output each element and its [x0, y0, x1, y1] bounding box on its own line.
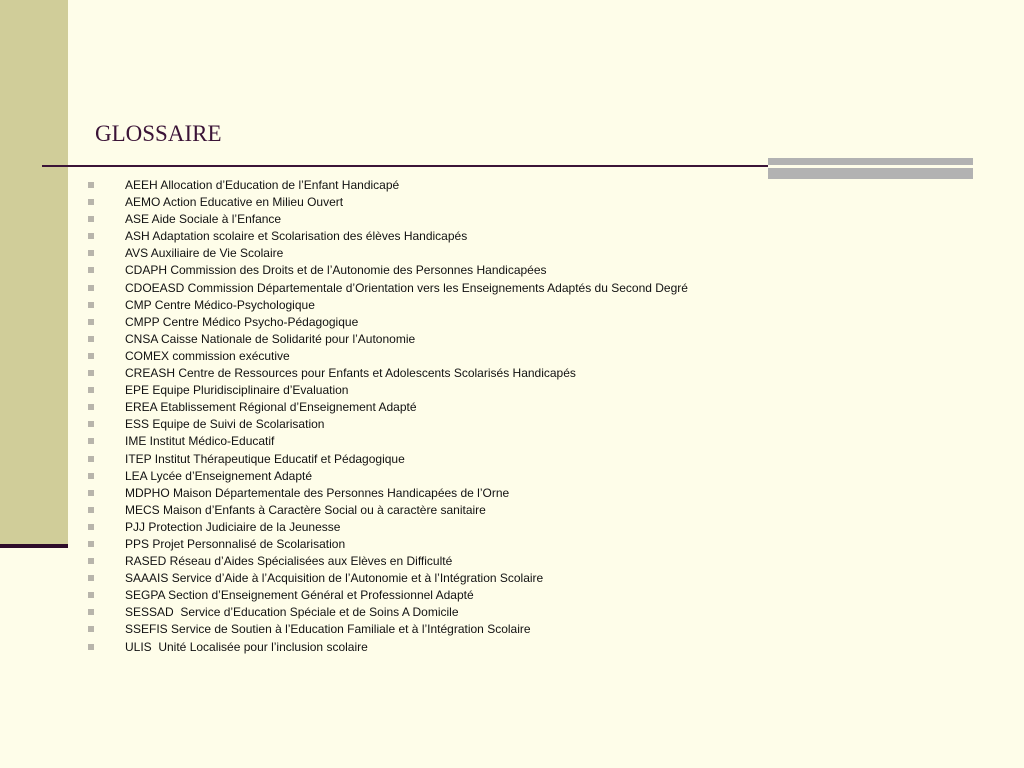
square-bullet-icon [88, 421, 94, 427]
square-bullet-icon [88, 524, 94, 530]
square-bullet-icon [88, 575, 94, 581]
glossary-item-text: PJJ Protection Judiciaire de la Jeunesse [125, 519, 341, 534]
glossary-item-text: ULIS Unité Localisée pour l’inclusion scolaire [125, 639, 368, 654]
square-bullet-icon [88, 353, 94, 359]
glossary-item-text: ITEP Institut Thérapeutique Educatif et Pédagogique [125, 451, 405, 466]
square-bullet-icon [88, 558, 94, 564]
glossary-item [88, 262, 688, 279]
glossary-item [88, 416, 688, 433]
glossary-item [88, 280, 688, 297]
glossary-item-text: SEGPA Section d’Enseignement Général et Professionnel Adapté [125, 588, 474, 603]
glossary-item [88, 536, 688, 553]
glossary-item [88, 399, 688, 416]
glossary-item [88, 553, 688, 570]
glossary-item-text: CREASH Centre de Ressources pour Enfants et Adolescents Scolarisés Handicapés [125, 366, 576, 381]
glossary-item [88, 194, 688, 211]
glossary-item [88, 211, 688, 228]
square-bullet-icon [88, 182, 94, 188]
glossary-item-text: ASH Adaptation scolaire et Scolarisation des élèves Handicapés [125, 229, 468, 244]
square-bullet-icon [88, 644, 94, 650]
glossary-list [88, 177, 688, 656]
square-bullet-icon [88, 404, 94, 410]
glossary-item-text: AEMO Action Educative en Milieu Ouvert [125, 195, 344, 210]
square-bullet-icon [88, 473, 94, 479]
glossary-item [88, 587, 688, 604]
glossary-item [88, 297, 688, 314]
glossary-item-text: ASE Aide Sociale à l’Enfance [125, 212, 282, 227]
glossary-item-text: CMPP Centre Médico Psycho-Pédagogique [125, 314, 359, 329]
glossary-item-text: MECS Maison d’Enfants à Caractère Social ou à caractère sanitaire [125, 502, 486, 517]
glossary-item-text: CNSA Caisse Nationale de Solidarité pour l’Autonomie [125, 331, 416, 346]
square-bullet-icon [88, 336, 94, 342]
glossary-item-text: CDOEASD Commission Départementale d’Orientation vers les Enseignements Adaptés du Second Degré [125, 280, 688, 295]
square-bullet-icon [88, 456, 94, 462]
square-bullet-icon [88, 285, 94, 291]
square-bullet-icon [88, 626, 94, 632]
glossary-item-text: SAAAIS Service d’Aide à l’Acquisition de l’Autonomie et à l’Intégration Scolaire [125, 571, 544, 586]
glossary-item [88, 519, 688, 536]
glossary-item-text: AVS Auxiliaire de Vie Scolaire [125, 246, 284, 261]
glossary-item-text: CMP Centre Médico-Psychologique [125, 297, 315, 312]
glossary-item-text: SESSAD Service d’Education Spéciale et de Soins A Domicile [125, 605, 459, 620]
glossary-item [88, 365, 688, 382]
square-bullet-icon [88, 592, 94, 598]
glossary-item-text: LEA Lycée d’Enseignement Adapté [125, 468, 313, 483]
glossary-item [88, 382, 688, 399]
square-bullet-icon [88, 250, 94, 256]
title-divider-accent [768, 158, 973, 179]
square-bullet-icon [88, 302, 94, 308]
square-bullet-icon [88, 216, 94, 222]
glossary-item-text: COMEX commission exécutive [125, 348, 290, 363]
square-bullet-icon [88, 267, 94, 273]
glossary-item [88, 245, 688, 262]
square-bullet-icon [88, 370, 94, 376]
page-title: GLOSSAIRE [95, 121, 222, 146]
left-band-rule [0, 544, 68, 548]
square-bullet-icon [88, 490, 94, 496]
glossary-item [88, 314, 688, 331]
glossary-item-text: ESS Equipe de Suivi de Scolarisation [125, 417, 325, 432]
glossary-item-text: PPS Projet Personnalisé de Scolarisation [125, 536, 346, 551]
glossary-item-text: CDAPH Commission des Droits et de l’Autonomie des Personnes Handicapées [125, 263, 547, 278]
glossary-item-text: RASED Réseau d’Aides Spécialisées aux Elèves en Difficulté [125, 554, 453, 569]
glossary-item [88, 485, 688, 502]
square-bullet-icon [88, 319, 94, 325]
glossary-item-text: EREA Etablissement Régional d’Enseignement Adapté [125, 400, 417, 415]
glossary-item [88, 502, 688, 519]
glossary-item [88, 228, 688, 245]
glossary-item-text: SSEFIS Service de Soutien à l’Education Familiale et à l’Intégration Scolaire [125, 622, 531, 637]
glossary-item [88, 348, 688, 365]
square-bullet-icon [88, 541, 94, 547]
glossary-item [88, 468, 688, 485]
square-bullet-icon [88, 438, 94, 444]
glossary-item [88, 331, 688, 348]
glossary-item-text: AEEH Allocation d’Education de l’Enfant Handicapé [125, 178, 400, 192]
glossary-item [88, 177, 688, 194]
glossary-item [88, 451, 688, 468]
glossary-item-text: IME Institut Médico-Educatif [125, 434, 275, 449]
square-bullet-icon [88, 609, 94, 615]
glossary-item-text: MDPHO Maison Départementale des Personnes Handicapées de l’Orne [125, 485, 510, 500]
glossary-item [88, 621, 688, 638]
left-decorative-band [0, 0, 68, 547]
glossary-item-text: EPE Equipe Pluridisciplinaire d’Evaluation [125, 383, 349, 398]
glossary-item [88, 570, 688, 587]
square-bullet-icon [88, 507, 94, 513]
square-bullet-icon [88, 387, 94, 393]
square-bullet-icon [88, 199, 94, 205]
glossary-item [88, 604, 688, 621]
glossary-item [88, 433, 688, 450]
square-bullet-icon [88, 233, 94, 239]
glossary-item [88, 639, 688, 656]
